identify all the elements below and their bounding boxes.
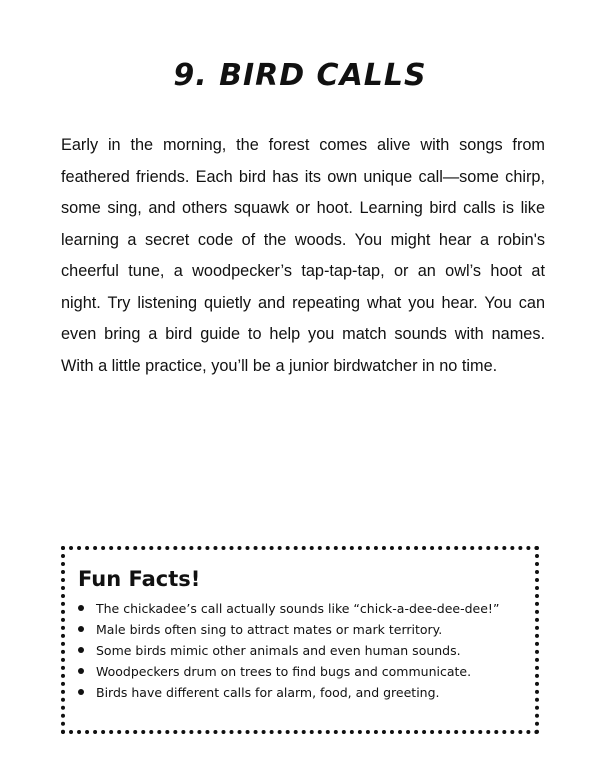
fun-facts-heading: Fun Facts! <box>78 567 201 591</box>
fun-fact-item <box>78 640 521 661</box>
fun-fact-item <box>78 598 521 619</box>
bullet-icon <box>78 647 84 653</box>
bullet-icon <box>78 668 84 674</box>
fun-facts-list <box>78 598 521 703</box>
fun-facts-box <box>61 546 539 734</box>
fun-fact-text: Woodpeckers drum on trees to find bugs and communicate. <box>96 664 472 679</box>
fun-fact-text: Birds have different calls for alarm, food, and greeting. <box>96 685 440 700</box>
fun-fact-item <box>78 682 521 703</box>
fun-fact-text: The chickadee’s call actually sounds like “chick-a-dee-dee-dee!” <box>96 601 500 616</box>
bullet-icon <box>78 689 84 695</box>
fun-fact-text: Some birds mimic other animals and even human sounds. <box>96 643 461 658</box>
body-paragraph: Early in the morning, the forest comes alive with songs from feathered friends. Each bird has its own unique call—some chirp, some sing, and others squawk or hoot. Learning bird calls is like learning a secret code of the woods. You might hear a robin's cheerful tune, a woodpecker’s tap-tap-tap, or an owl’s hoot at night. Try listening quietly and repeating what you hear. You can even bring a bird guide to help you match sounds with names. With a little practice, you’ll be a junior birdwatcher in no time. <box>61 136 545 375</box>
fun-fact-item <box>78 661 521 682</box>
bullet-icon <box>78 626 84 632</box>
bullet-icon <box>78 605 84 611</box>
fun-fact-text: Male birds often sing to attract mates or mark territory. <box>96 622 443 637</box>
fun-fact-item <box>78 619 521 640</box>
page-title: 9. BIRD CALLS <box>173 58 427 93</box>
